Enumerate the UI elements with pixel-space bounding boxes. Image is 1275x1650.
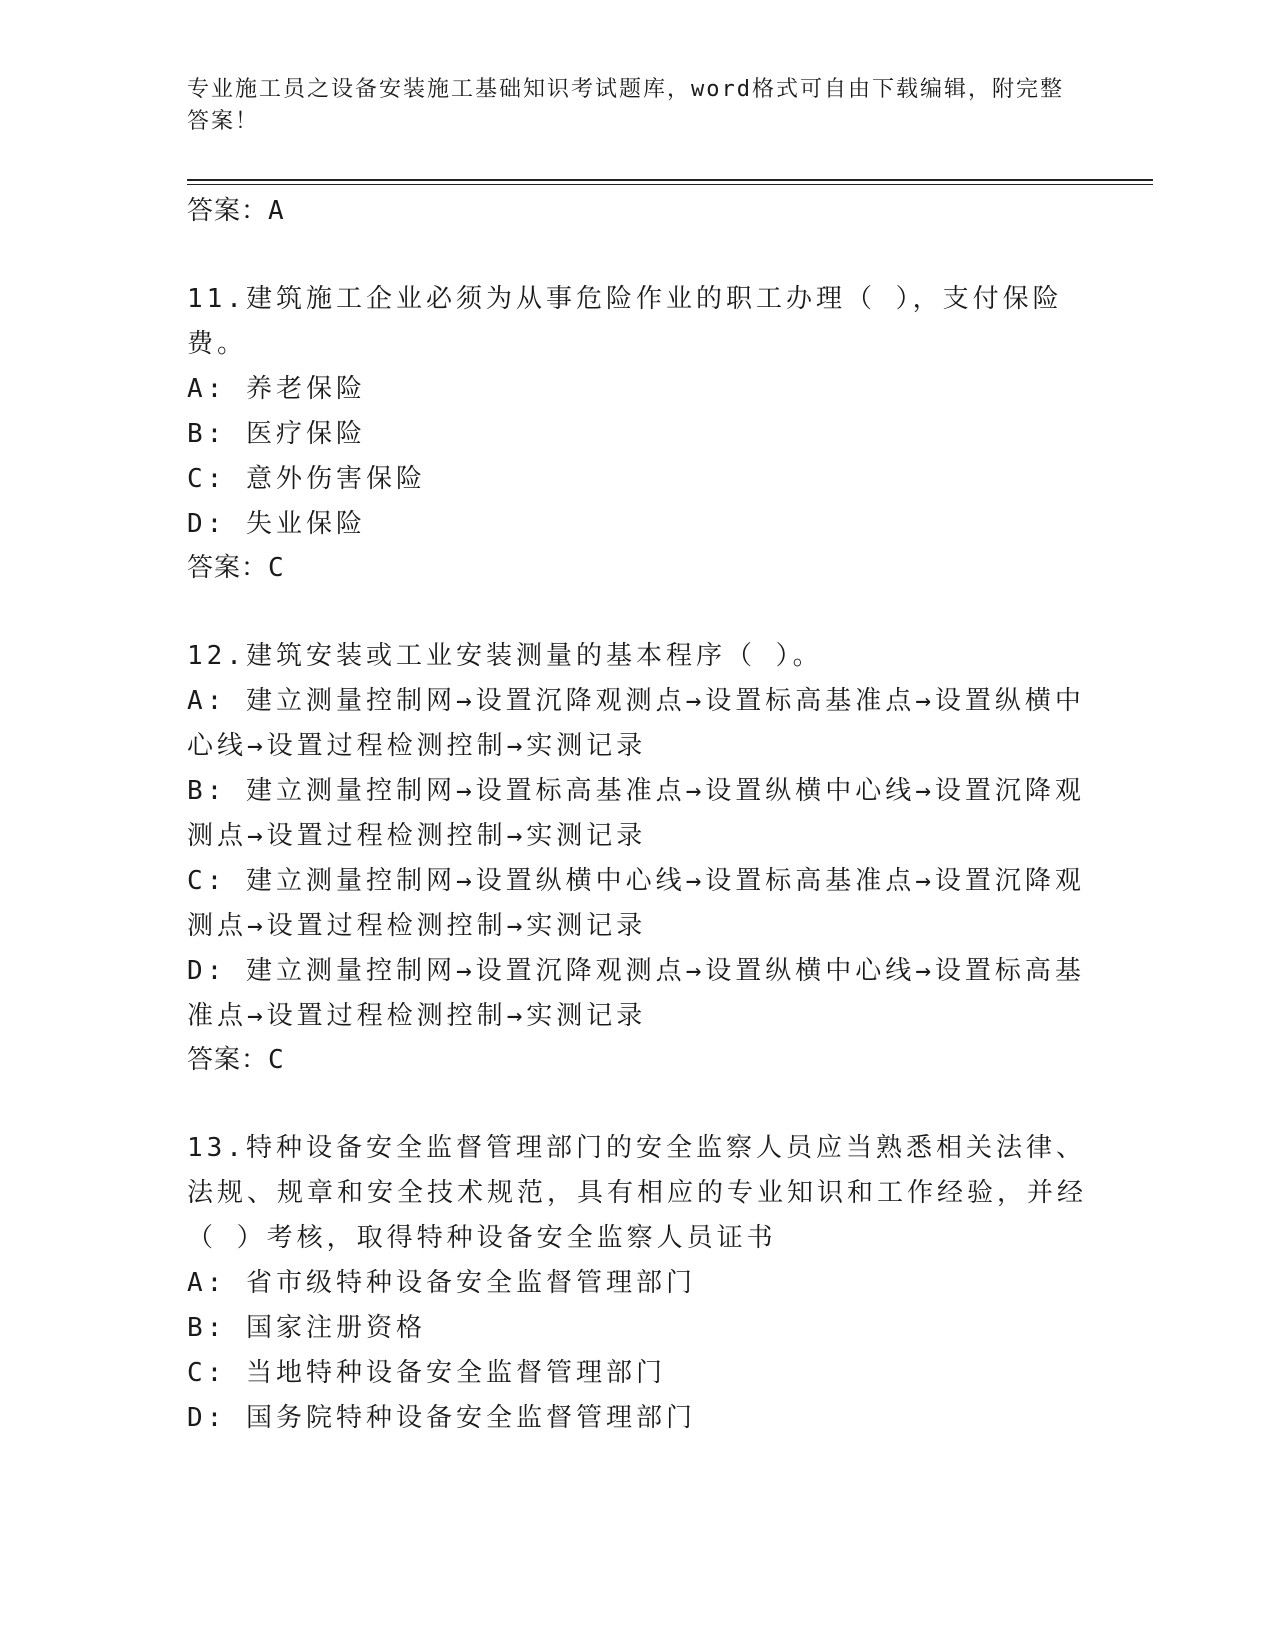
option-a: A: 省市级特种设备安全监督管理部门 xyxy=(187,1268,696,1298)
question-stem: 11.建筑施工企业必须为从事危险作业的职工办理（ ），支付保险费。 xyxy=(187,284,1063,359)
answer: 答案：C xyxy=(187,553,285,583)
question-stem: 13.特种设备安全监督管理部门的安全监察人员应当熟悉相关法律、法规、规章和安全技术规范，具有相应的专业知识和工作经验，并经（ ）考核，取得特种设备安全监察人员证书 xyxy=(187,1133,1088,1253)
option-c: C: 建立测量控制网→设置纵横中心线→设置标高基准点→设置沉降观测点→设置过程检测控制→实测记录 xyxy=(187,866,1085,941)
document-header: 专业施工员之设备安装施工基础知识考试题库，word格式可自由下载编辑，附完整答案！ xyxy=(187,77,1064,134)
question-block xyxy=(187,1126,1087,1441)
question-list xyxy=(187,190,1087,1441)
option-c: C: 意外伤害保险 xyxy=(187,464,426,494)
question-block xyxy=(187,634,1087,1081)
option-c: C: 当地特种设备安全监督管理部门 xyxy=(187,1358,666,1388)
option-d: D: 国务院特种设备安全监督管理部门 xyxy=(187,1403,696,1433)
option-b: B: 国家注册资格 xyxy=(187,1313,426,1343)
question-stem: 12.建筑安装或工业安装测量的基本程序（ ）。 xyxy=(187,641,823,671)
header-rule-thick xyxy=(187,179,1153,181)
option-d: D: 建立测量控制网→设置沉降观测点→设置纵横中心线→设置标高基准点→设置过程检测控制→实测记录 xyxy=(187,956,1085,1031)
option-d: D: 失业保险 xyxy=(187,509,366,539)
option-a: A: 建立测量控制网→设置沉降观测点→设置标高基准点→设置纵横中心线→设置过程检测控制→实测记录 xyxy=(187,686,1085,761)
question-block xyxy=(187,277,1087,589)
answer: 答案：C xyxy=(187,1045,285,1075)
option-a: A: 养老保险 xyxy=(187,374,366,404)
previous-answer: 答案：A xyxy=(187,196,285,226)
option-b: B: 建立测量控制网→设置标高基准点→设置纵横中心线→设置沉降观测点→设置过程检测控制→实测记录 xyxy=(187,776,1085,851)
header-rule-thin xyxy=(187,184,1153,185)
option-b: B: 医疗保险 xyxy=(187,419,366,449)
